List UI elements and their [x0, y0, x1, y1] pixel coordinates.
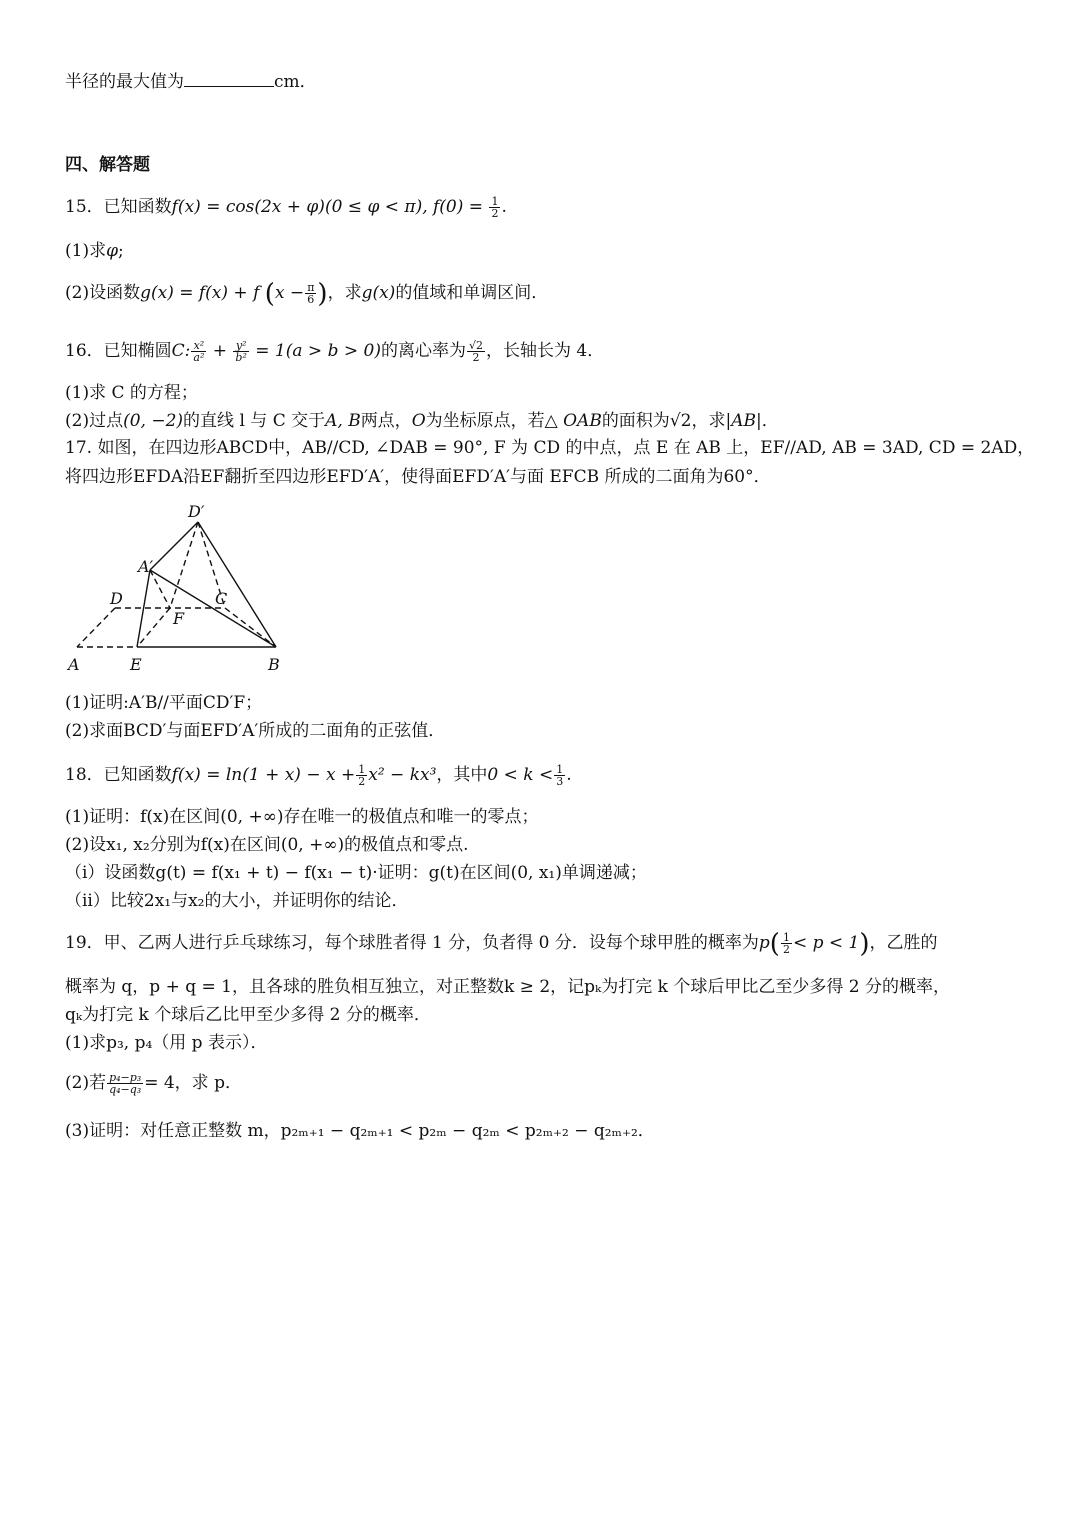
- label-Dp: D′: [188, 502, 205, 521]
- q15-p1-prefix: (1)求: [65, 241, 107, 261]
- label-D: D: [110, 589, 123, 608]
- q18-stem: 18．已知函数f(x) = ln(1 + x) − x + $\frac{1}{2}$ x² − kx³，其中0 < k < $\frac{1}{3}$ .: [65, 763, 572, 788]
- q17-part1: (1)证明:A′B//平面CD′F；: [65, 693, 263, 713]
- q18-part2ii: （ii）比较2x₁与x₂的大小，并证明你的结论．: [65, 891, 409, 911]
- top-prefix: 半径的最大值为: [65, 72, 184, 92]
- label-B: B: [268, 655, 280, 674]
- q15-p1-end: ;: [118, 241, 124, 261]
- edge-DpB: [198, 522, 276, 647]
- edge-DpF: [170, 522, 198, 608]
- q19-line3: qₖ为打完 k 个球后乙比甲至少多得 2 分的概率．: [65, 1005, 431, 1025]
- label-Ap: A′: [138, 557, 154, 576]
- q18-part1: (1)证明：f(x)在区间(0, +∞)存在唯一的极值点和唯一的零点；: [65, 807, 539, 827]
- q15-func: f(x) = cos(2x + φ)(0 ≤ φ < π), f(0) =: [171, 197, 489, 217]
- q16-frac-y: $\frac{\text{y²}}{\text{b²}}$: [235, 339, 247, 364]
- q19-part2: (2)若 $\frac{\text{p₄−p₃}}{\text{q₄−q₃}}$ = 4，求 p．: [65, 1071, 242, 1096]
- q18-frac-third: $\frac{1}{3}$: [556, 763, 564, 788]
- q15-p2-g: g(x): [361, 283, 396, 303]
- q19-frac: $\frac{\text{p₄−p₃}}{\text{q₄−q₃}}$: [109, 1071, 142, 1096]
- edge-DA: [77, 608, 115, 647]
- q15-p2-func: g(x) = f(x) + f: [140, 283, 260, 303]
- q15-p2-prefix: (2)设函数: [65, 283, 141, 303]
- q15-part2: (2)设函数g(x) = f(x) + f (x − $\frac{\pi}{6}$ )，求g(x)的值域和单调区间．: [65, 279, 549, 309]
- q19-part3: (3)证明：对任意正整数 m，p₂ₘ₊₁ − q₂ₘ₊₁ < p₂ₘ − q₂ₘ < p₂ₘ₊₂ − q₂ₘ₊₂．: [65, 1121, 655, 1141]
- q16-prefix: 16．已知椭圆: [65, 341, 172, 361]
- label-E: E: [130, 655, 142, 674]
- q15-p2-inner: x −: [274, 283, 305, 303]
- q17-figure: [62, 500, 302, 675]
- q19-line2: 概率为 q，p + q = 1，且各球的胜负相互独立，对正整数k ≥ 2，记pₖ为打完 k 个球后甲比乙至少多得 2 分的概率，: [65, 977, 950, 997]
- edge-CB: [225, 608, 276, 647]
- q16-eq: = 1(a > b > 0): [255, 341, 381, 361]
- label-F: F: [173, 609, 185, 628]
- top-suffix: cm．: [274, 72, 317, 92]
- q17-part2: (2)求面BCD′与面EFD′A′所成的二面角的正弦值．: [65, 721, 446, 741]
- q19-part1: (1)求p₃, p₄（用 p 表示）．: [65, 1033, 268, 1053]
- q16-stem: 16．已知椭圆C: $\frac{\text{x²}}{\text{a²}}$ + $\frac{\text{y²}}{\text{b²}}$ = 1(a > b > 0)的离心率为 $\frac{√2}{2}$ ，长轴长为 4．: [65, 339, 605, 364]
- label-A: A: [68, 655, 80, 674]
- q15-p2-mid: ，求: [327, 283, 362, 303]
- q15-end: .: [501, 197, 507, 217]
- q15-p1-var: φ: [106, 241, 118, 261]
- q17-line2: 将四边形EFDA沿EF翻折至四边形EFD′A′，使得面EFD′A′与面 EFCB 所成的二面角为60°．: [65, 467, 771, 487]
- q15-part1: [65, 240, 124, 262]
- answer-blank: [184, 70, 274, 87]
- q18-frac-half: $\frac{1}{2}$: [358, 763, 366, 788]
- q19-line1: 19．甲、乙两人进行乒乓球练习，每个球胜者得 1 分，负者得 0 分．设每个球甲胜的概率为p( $\frac{1}{2}$ < p < 1)，乙胜的: [65, 929, 938, 959]
- q16-end: ，长轴长为 4．: [485, 341, 605, 361]
- q17-line1: 17. 如图，在四边形ABCD中，AB//CD, ∠DAB = 90°, F 为 CD 的中点，点 E 在 AB 上，EF//AD, AB = 3AD, CD = 2AD，: [65, 438, 1035, 458]
- q16-mid: 的离心率为: [380, 341, 466, 361]
- section-title: 四、解答题: [65, 155, 150, 175]
- top-line: [65, 70, 317, 93]
- q15-prefix: 15．已知函数: [65, 197, 172, 217]
- q15-p2-end: 的值域和单调区间．: [395, 283, 549, 303]
- q15-stem: [65, 196, 507, 219]
- q16-frac-x: $\frac{\text{x²}}{\text{a²}}$: [193, 339, 205, 364]
- q16-frac-e: $\frac{√2}{2}$: [468, 339, 483, 364]
- q19-frac-half: $\frac{1}{2}$: [782, 931, 790, 956]
- q15-p2-frac: $\frac{\pi}{6}$: [307, 281, 315, 306]
- q16-part1: (1)求 C 的方程；: [65, 383, 198, 403]
- q18-part2i: （i）设函数g(t) = f(x₁ + t) − f(x₁ − t)·证明：g(t)在区间(0, x₁)单调递减；: [65, 863, 647, 883]
- q16-part2: (2)过点(0, −2)的直线 l 与 C 交于A, B两点，O为坐标原点，若△ OAB的面积为√2，求|AB|．: [65, 411, 779, 431]
- q18-part2: (2)设x₁, x₂分别为f(x)在区间(0, +∞)的极值点和零点.: [65, 835, 469, 855]
- q15-frac: $\frac{1}{2}$: [491, 195, 499, 220]
- label-C: C: [215, 589, 228, 608]
- q16-c: C:: [171, 341, 191, 361]
